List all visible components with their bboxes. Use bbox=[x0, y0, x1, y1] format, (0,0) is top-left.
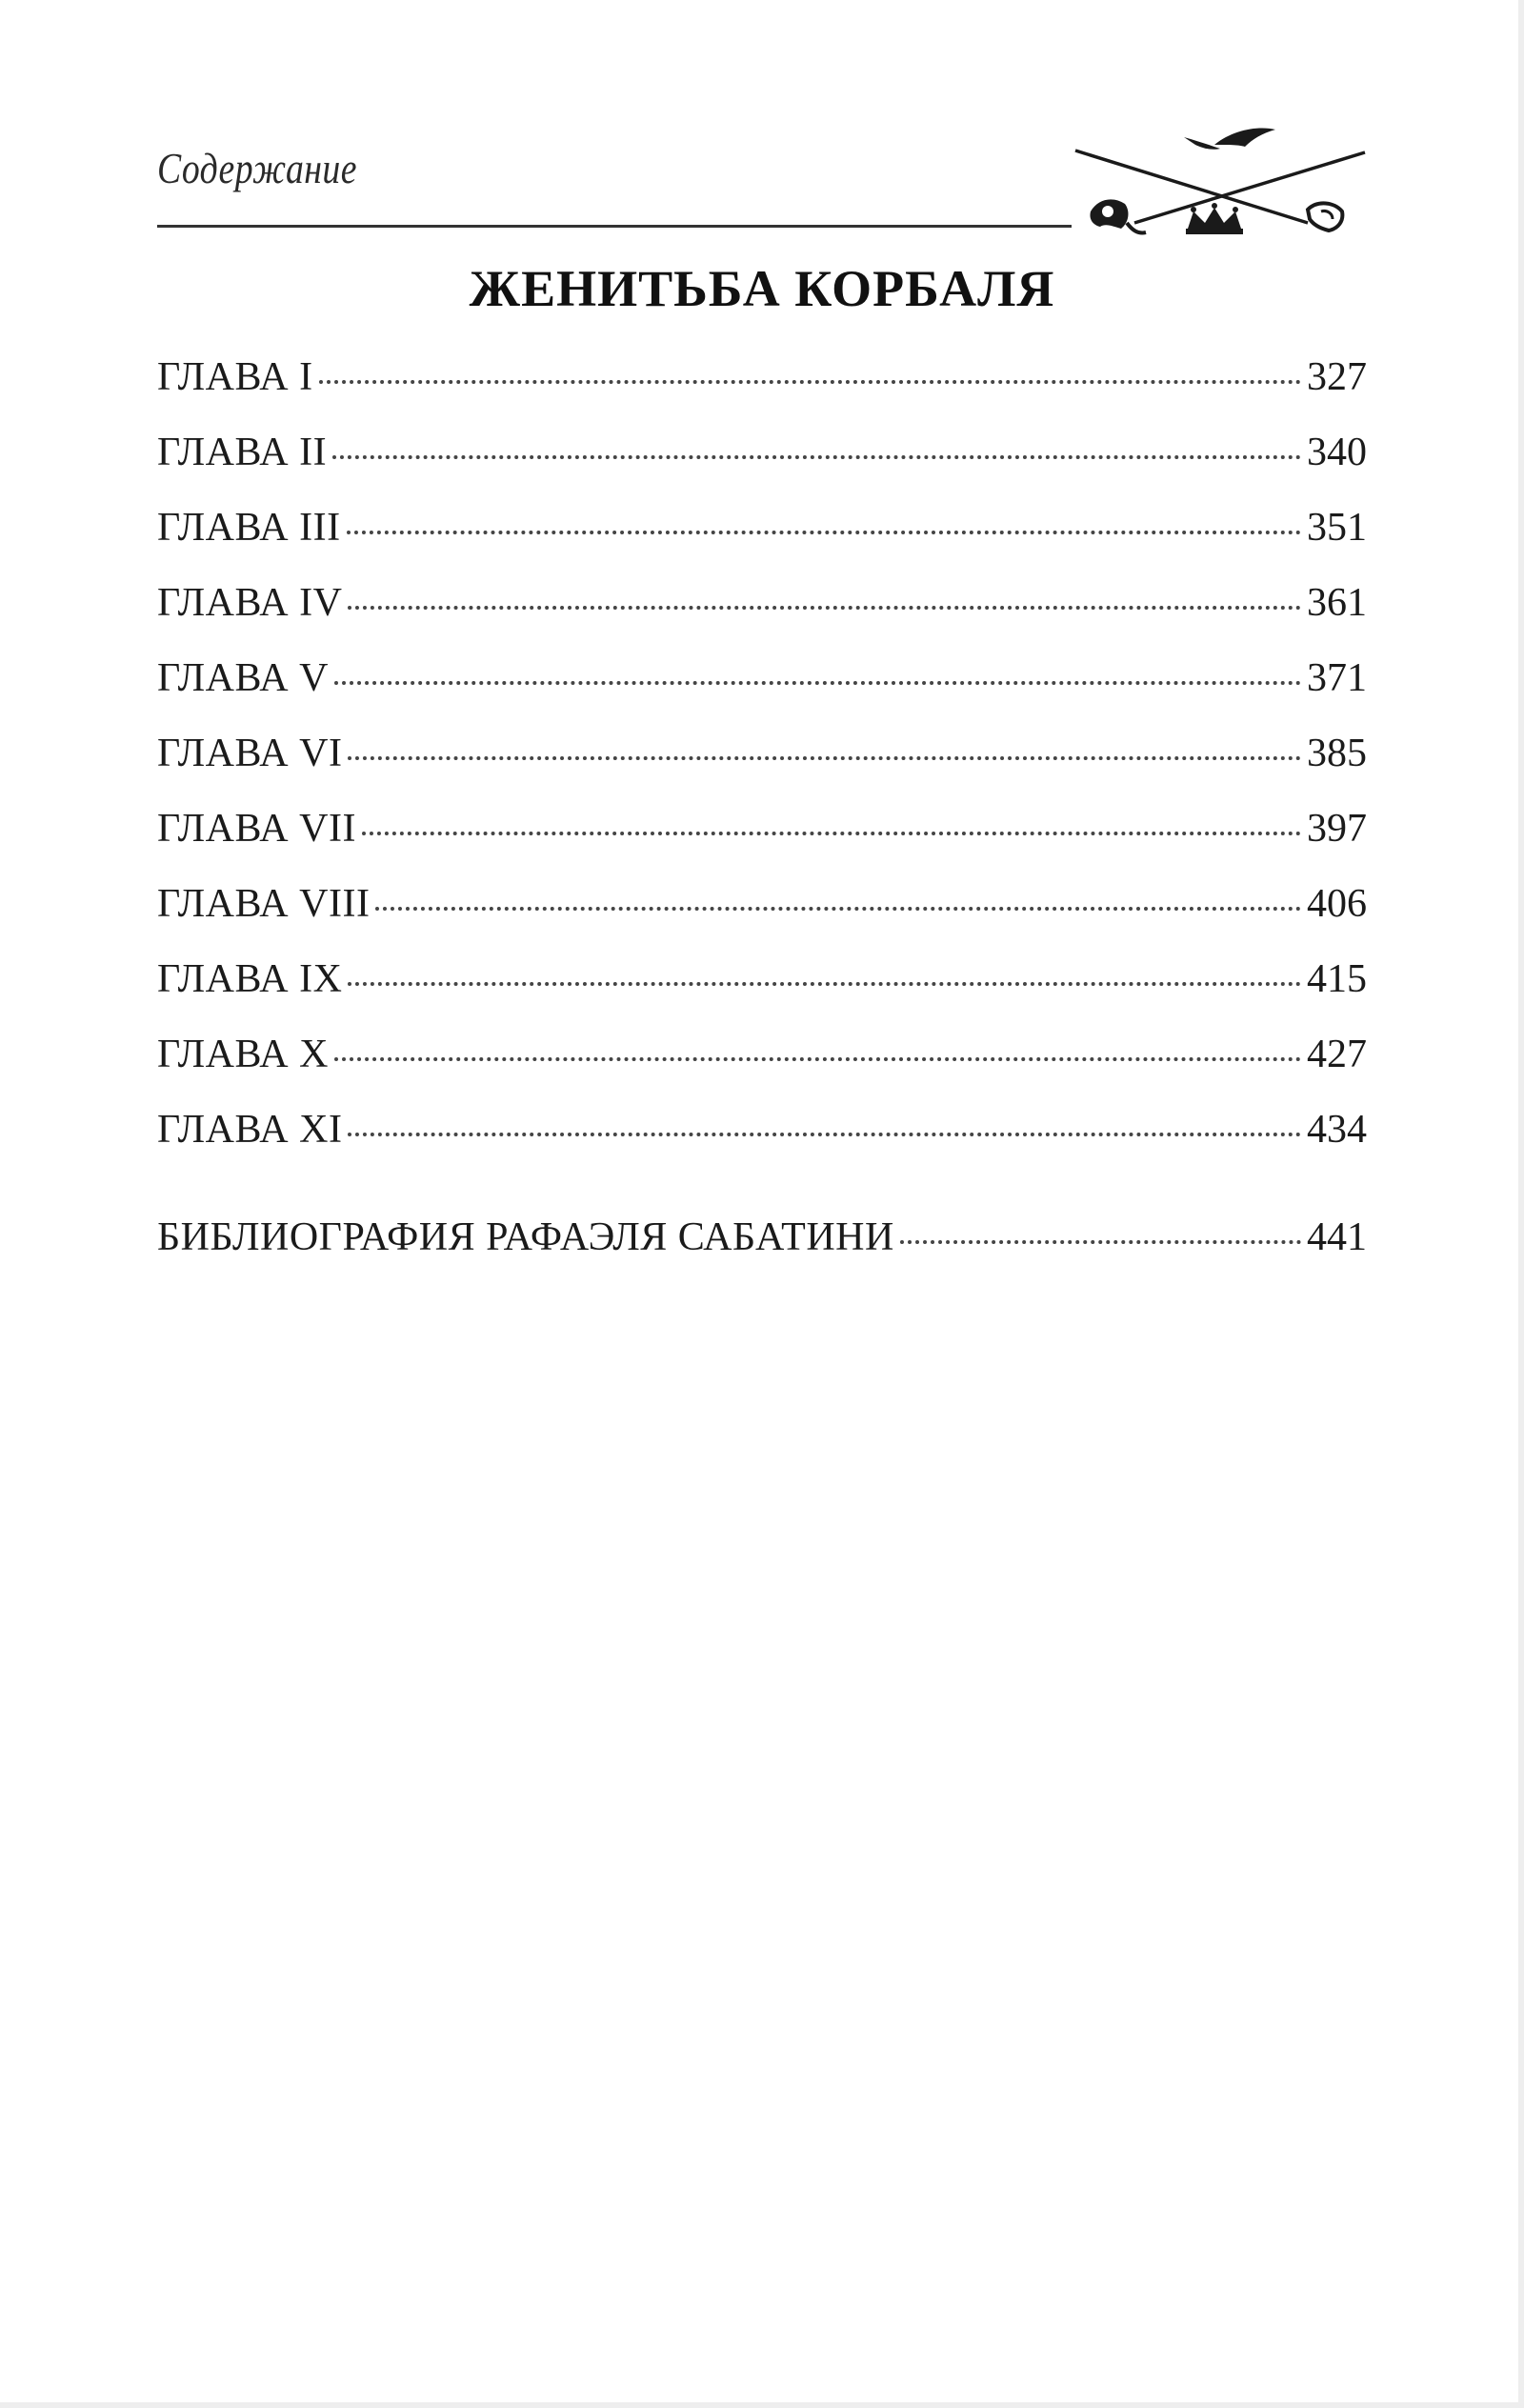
toc-entry-label: ГЛАВА X bbox=[157, 1033, 329, 1076]
book-title: ЖЕНИТЬБА КОРБАЛЯ bbox=[469, 260, 1055, 317]
toc-dot-leader bbox=[348, 1133, 1301, 1136]
toc-dot-leader bbox=[347, 531, 1301, 534]
toc-entry bbox=[157, 731, 1367, 806]
toc-entry bbox=[157, 430, 1367, 505]
toc-entry-page: 406 bbox=[1307, 882, 1367, 926]
toc-entry-page: 427 bbox=[1307, 1033, 1367, 1076]
toc-entry-label: ГЛАВА VII bbox=[157, 807, 356, 851]
header-rule bbox=[157, 225, 1072, 228]
toc-entry bbox=[157, 505, 1367, 580]
toc-dot-leader bbox=[319, 380, 1301, 384]
toc-entry bbox=[157, 881, 1367, 956]
toc-entry bbox=[157, 580, 1367, 655]
toc-entry-page: 441 bbox=[1307, 1215, 1367, 1259]
toc-entry-page: 434 bbox=[1307, 1108, 1367, 1152]
toc-entry-page: 371 bbox=[1307, 656, 1367, 700]
toc-entry-label: ГЛАВА I bbox=[157, 355, 313, 399]
toc-entry-page: 361 bbox=[1307, 581, 1367, 625]
toc-entry-page: 340 bbox=[1307, 431, 1367, 474]
toc-dot-leader bbox=[900, 1240, 1301, 1244]
toc-dot-leader bbox=[375, 907, 1301, 911]
toc-entry-label: ГЛАВА V bbox=[157, 656, 329, 700]
toc-entry-label: ГЛАВА VIII bbox=[157, 882, 371, 926]
toc-entry-label: ГЛАВА VI bbox=[157, 732, 343, 775]
page-header bbox=[157, 143, 1367, 238]
toc-entry bbox=[157, 655, 1367, 731]
toc-entry-label: ГЛАВА II bbox=[157, 431, 328, 474]
toc-entry bbox=[157, 354, 1367, 430]
toc-entry-label: БИБЛИОГРАФИЯ РАФАЭЛЯ САБАТИНИ bbox=[157, 1215, 894, 1259]
toc-entry bbox=[157, 1032, 1367, 1107]
toc-dot-leader bbox=[348, 756, 1301, 760]
table-of-contents bbox=[157, 354, 1367, 1290]
toc-entry-page: 385 bbox=[1307, 732, 1367, 775]
toc-dot-leader bbox=[348, 982, 1301, 986]
toc-dot-leader bbox=[332, 455, 1301, 459]
toc-entry-label: ГЛАВА IV bbox=[157, 581, 343, 625]
toc-entry bbox=[157, 956, 1367, 1032]
toc-entry-bibliography bbox=[157, 1214, 1367, 1290]
toc-dot-leader bbox=[348, 606, 1301, 610]
toc-entry bbox=[157, 1107, 1367, 1182]
toc-dot-leader bbox=[362, 832, 1301, 835]
toc-entry-label: ГЛАВА III bbox=[157, 506, 341, 550]
toc-entry bbox=[157, 806, 1367, 881]
page-edge-bottom bbox=[0, 2402, 1524, 2408]
toc-entry-page: 327 bbox=[1307, 355, 1367, 399]
toc-entry-label: ГЛАВА IX bbox=[157, 957, 343, 1001]
crossed-swords-eagle-crown-icon bbox=[1072, 116, 1369, 240]
page-edge-right bbox=[1518, 0, 1524, 2408]
section-title: Содержание bbox=[157, 144, 357, 192]
toc-dot-leader bbox=[334, 681, 1301, 685]
toc-entry-page: 397 bbox=[1307, 807, 1367, 851]
toc-entry-label: ГЛАВА XI bbox=[157, 1108, 343, 1152]
toc-entry-page: 351 bbox=[1307, 506, 1367, 550]
toc-entry-page: 415 bbox=[1307, 957, 1367, 1001]
toc-dot-leader bbox=[334, 1057, 1301, 1061]
